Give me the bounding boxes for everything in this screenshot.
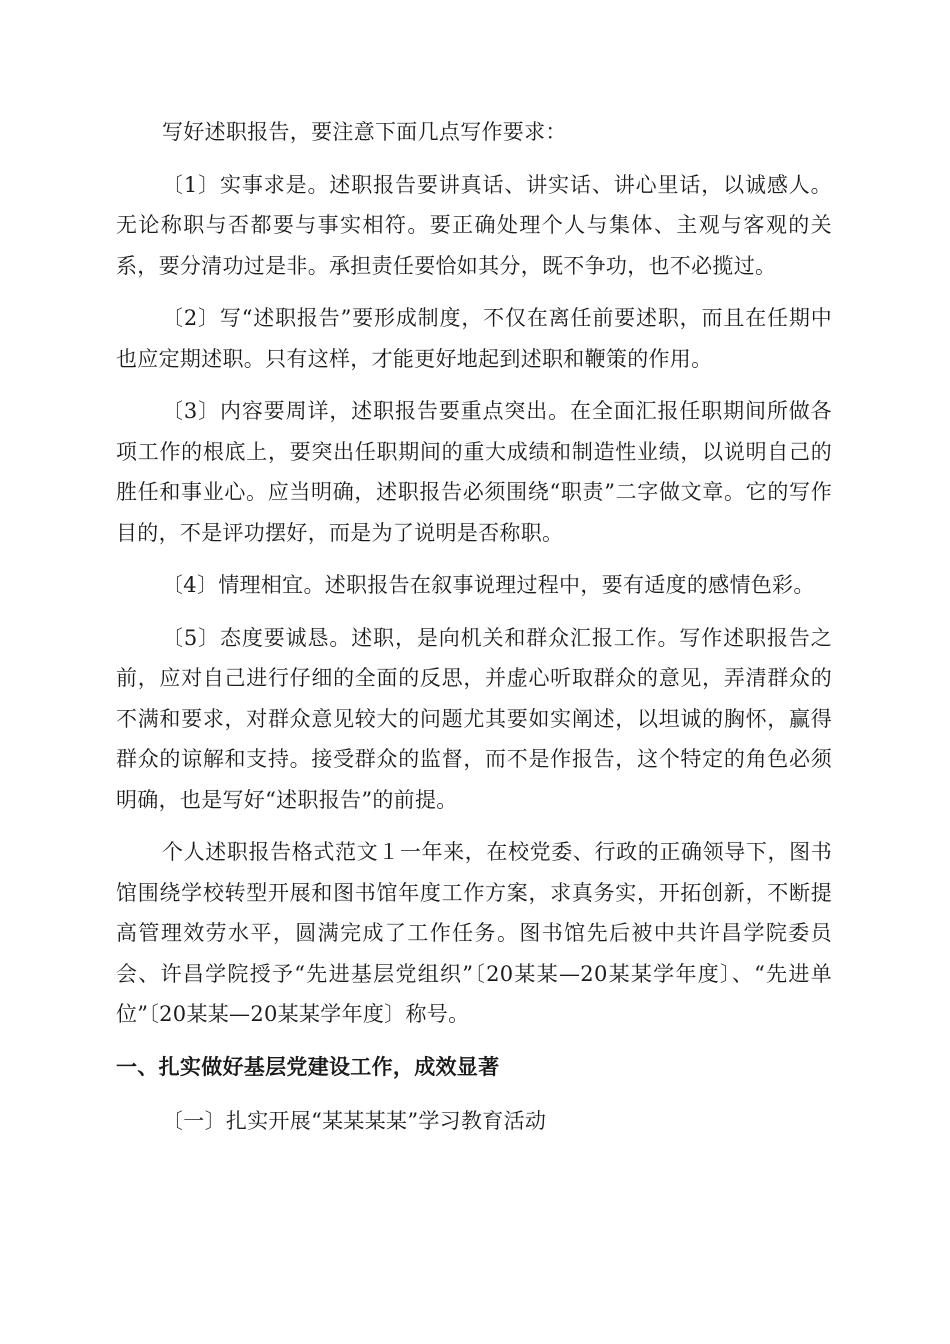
section-heading: 一、扎实做好基层党建设工作，成效显著 — [116, 1054, 500, 1079]
point-1-paragraph: 〔1〕实事求是。述职报告要讲真话、讲实话、讲心里话，以诚感人。无论称职与否都要与事实相符。要正确处理个人与集体、主观与客观的关系，要分清功过是非。承担责任要恰如其分，既不争功，也不必揽过。 — [116, 172, 832, 278]
point-5-paragraph: 〔5〕态度要诚恳。述职，是向机关和群众汇报工作。写作述职报告之前，应对自己进行仔细的全面的反思，并虚心听取群众的意见，弄清群众的不满和要求，对群众意见较大的问题尤其要如实阐述，以坦诚的胸怀，赢得群众的谅解和支持。接受群众的监督，而不是作报告，这个特定的角色必须明确，也是写好“述职报告”的前提。 — [116, 625, 832, 812]
point-3-paragraph: 〔3〕内容要周详，述职报告要重点突出。在全面汇报任职期间所做各项工作的根底上，要突出任职期间的重大成绩和制造性业绩，以说明自己的胜任和事业心。应当明确，述职报告必须围绕“职责”二字做文章。它的写作目的，不是评功摆好，而是为了说明是否称职。 — [116, 399, 832, 545]
point-4-paragraph: 〔4〕情理相宜。述职报告在叙事说理过程中，要有适度的感情色彩。 — [162, 573, 815, 597]
subsection-heading: 〔一〕扎实开展“某某某某”学习教育活动 — [162, 1109, 547, 1133]
document-body — [116, 112, 832, 1142]
sample-report-paragraph: 个人述职报告格式范文１一年来，在校党委、行政的正确领导下，图书馆围绕学校转型开展和图书馆年度工作方案，求真务实，开拓创新，不断提高管理效劳水平，圆满完成了工作任务。图书馆先后被中共许昌学院委员会、许昌学院授予“先进基层党组织”〔20某某—20某某学年度〕、“先进单位”〔20某某—20某某学年度〕称号。 — [116, 840, 832, 1026]
point-2-paragraph: 〔2〕写“述职报告”要形成制度，不仅在离任前要述职，而且在任期中也应定期述职。只有这样，才能更好地起到述职和鞭策的作用。 — [116, 306, 832, 371]
intro-paragraph: 写好述职报告，要注意下面几点写作要求： — [162, 120, 567, 144]
